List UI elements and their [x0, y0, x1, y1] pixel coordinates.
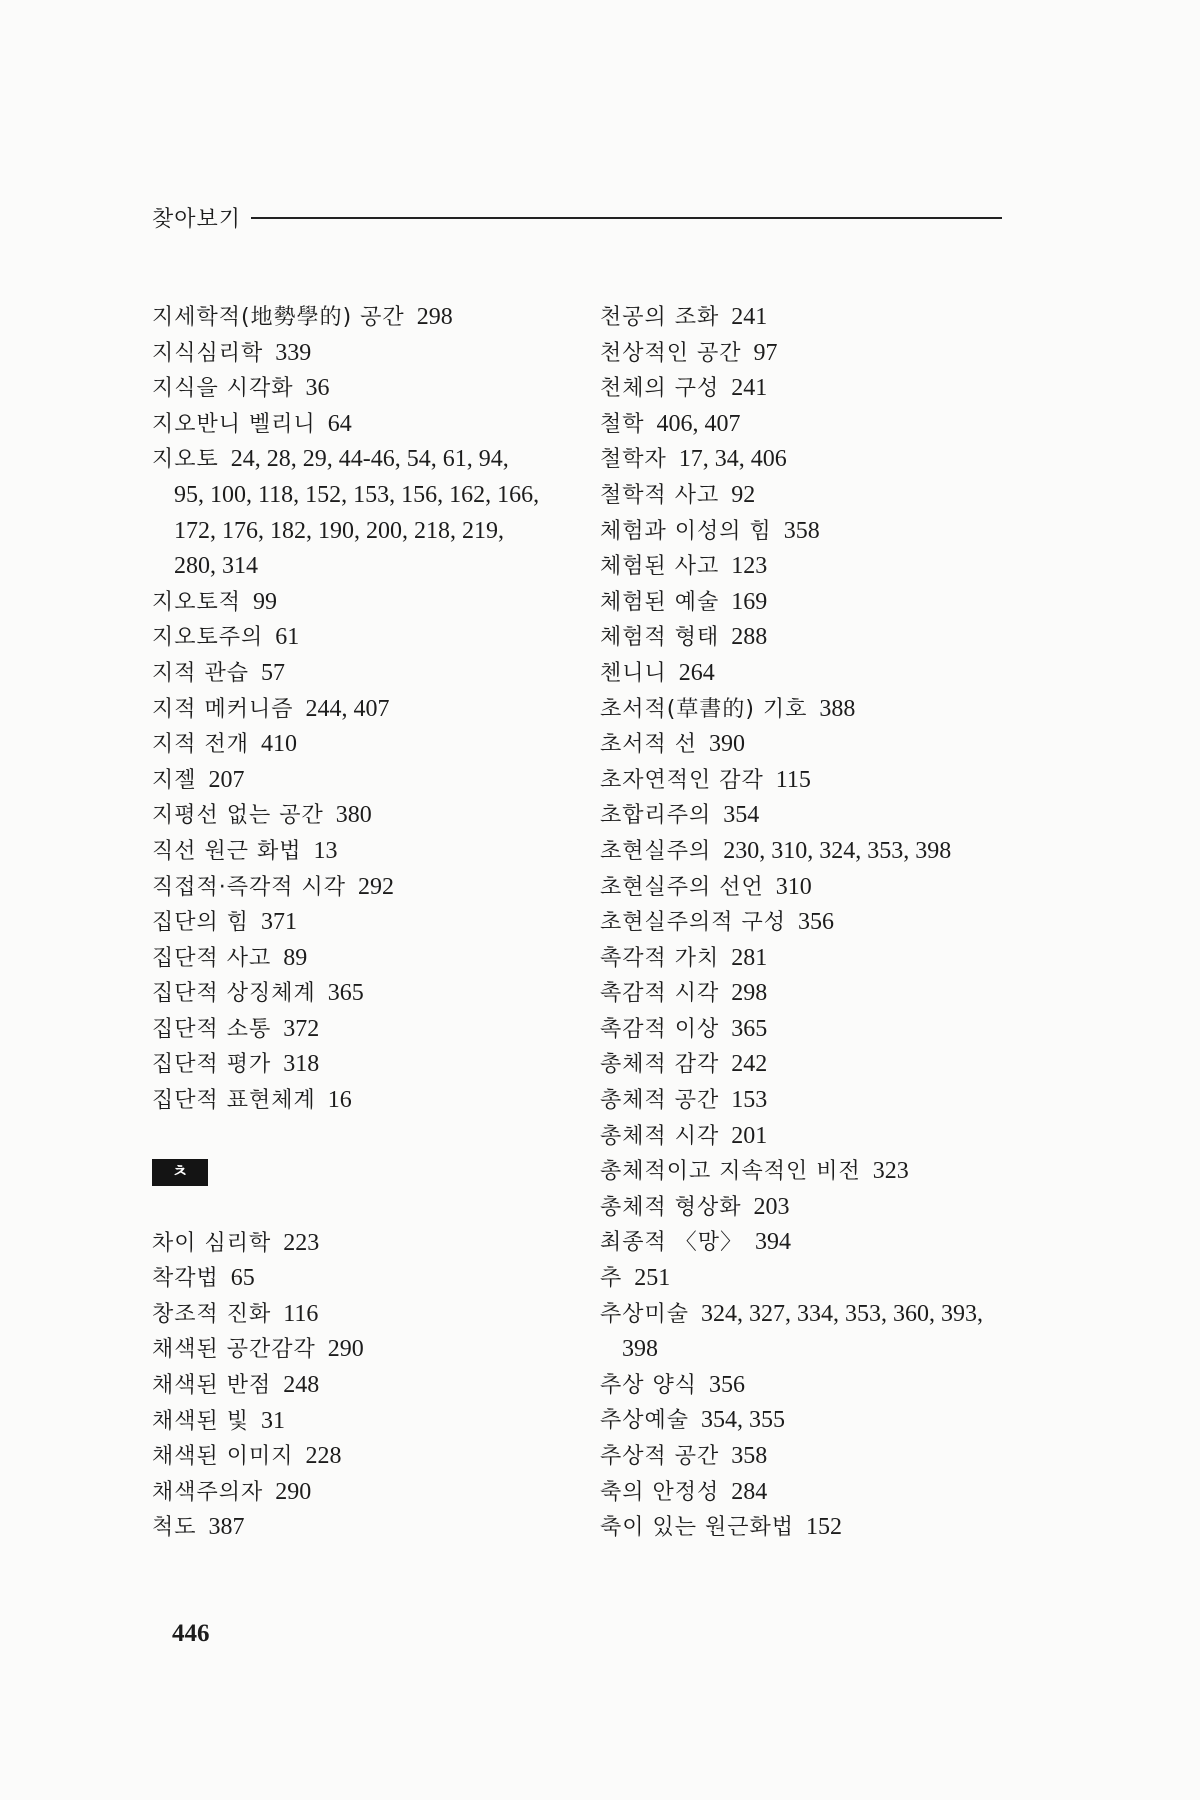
index-pages: 264: [678, 659, 715, 686]
index-term: 지세학적(地勢學的) 공간: [152, 305, 405, 330]
index-term: 총체적 감각: [600, 1052, 720, 1078]
index-entry: [152, 1404, 572, 1440]
index-term: 철학적 사고: [600, 482, 720, 508]
index-term: 촉감적 이상: [600, 1016, 720, 1042]
index-term: 추: [600, 1266, 623, 1292]
index-entry: [600, 656, 1020, 692]
index-term: 직선 원근 화법: [152, 838, 302, 864]
index-pages: 169: [731, 588, 768, 615]
index-entry: [152, 336, 572, 372]
index-term: 추상예술: [600, 1408, 690, 1434]
index-term: 차이 심리학: [152, 1230, 272, 1256]
index-entry: [600, 763, 1020, 799]
index-entry: [600, 976, 1020, 1012]
index-pages: 288: [731, 624, 768, 651]
index-term: 지평선 없는 공간: [152, 803, 324, 829]
index-pages: 31: [261, 1407, 286, 1434]
index-pages: 123: [731, 553, 768, 580]
index-term: 축의 안정성: [600, 1479, 720, 1505]
index-pages: 115: [775, 766, 811, 793]
index-term: 총체적 시각: [600, 1123, 720, 1149]
index-pages: 290: [327, 1336, 364, 1363]
index-term: 집단적 소통: [152, 1016, 272, 1042]
index-term: 총체적 형상화: [600, 1194, 742, 1220]
index-pages: 61: [275, 624, 300, 651]
index-entry: [600, 905, 1020, 941]
index-entry: [600, 1297, 1020, 1333]
index-pages: 388: [819, 695, 856, 722]
index-term: 초자연적인 감각: [600, 767, 764, 793]
index-entry: [152, 1083, 572, 1119]
index-term: 창조적 진화: [152, 1301, 272, 1327]
index-list-left-a: [152, 300, 572, 1119]
index-term: 채색된 공간감각: [152, 1337, 316, 1363]
index-pages: 248: [283, 1372, 320, 1399]
index-entry: [152, 1047, 572, 1083]
index-pages: 13: [313, 837, 338, 864]
index-pages: 230, 310, 324, 353, 398: [723, 837, 952, 864]
index-term: 천공의 조화: [600, 305, 720, 330]
index-pages: 356: [709, 1371, 746, 1398]
index-term: 촉감적 시각: [600, 981, 720, 1007]
index-pages: 241: [731, 304, 768, 330]
index-list-right: [600, 300, 1020, 1546]
index-entry: [600, 620, 1020, 656]
index-entry: [600, 798, 1020, 834]
index-entry: [600, 407, 1020, 443]
index-entry: [152, 727, 572, 763]
index-term: 초현실주의 선언: [600, 874, 764, 900]
index-pages: 153: [731, 1087, 768, 1114]
index-pages: 207: [208, 766, 245, 793]
index-entry: [600, 692, 1020, 728]
index-pages: 203: [753, 1193, 790, 1220]
index-pages: 298: [731, 980, 768, 1007]
index-pages: 24, 28, 29, 44-46, 54, 61, 94,: [230, 446, 509, 473]
index-term: 지젤: [152, 767, 197, 793]
section-marker: ㅊ: [152, 1159, 208, 1186]
index-term: 집단의 힘: [152, 910, 250, 936]
index-entry: [600, 478, 1020, 514]
index-pages: 99: [253, 588, 278, 615]
index-term: 척도: [152, 1515, 197, 1541]
index-entry: [600, 834, 1020, 870]
index-term: 초현실주의적 구성: [600, 910, 787, 936]
index-term: 철학자: [600, 447, 667, 473]
header-title: 찾아보기: [152, 207, 242, 232]
index-entry: [152, 941, 572, 977]
index-entry: [600, 870, 1020, 906]
index-term: 지식심리학: [152, 340, 264, 366]
index-pages: 201: [731, 1122, 768, 1149]
index-pages: 241: [731, 375, 768, 402]
header-rule: [251, 217, 1002, 219]
index-term: 채색된 반점: [152, 1373, 272, 1399]
index-entry: [600, 371, 1020, 407]
index-term: 집단적 표현체계: [152, 1088, 316, 1114]
index-pages: 36: [305, 375, 330, 402]
index-term: 착각법: [152, 1266, 219, 1292]
index-pages: 16: [327, 1087, 352, 1114]
index-column-left: [152, 300, 572, 1546]
index-term: 최종적 〈망〉: [600, 1230, 744, 1256]
running-header: [152, 202, 1002, 233]
index-entry: [600, 727, 1020, 763]
index-pages: 358: [731, 1443, 768, 1469]
index-pages: 281: [731, 944, 768, 971]
index-entry: [152, 1261, 572, 1297]
index-pages: 380: [335, 802, 372, 829]
index-pages: 65: [230, 1265, 255, 1292]
index-term: 초서적 선: [600, 732, 698, 758]
index-pages: 339: [275, 339, 312, 366]
index-pages: 17, 34, 406: [678, 446, 787, 473]
index-term: 초서적(草書的) 기호: [600, 696, 808, 722]
index-term: 집단적 평가: [152, 1052, 272, 1078]
index-pages-continued: 398: [622, 1336, 658, 1363]
index-term: 초합리주의: [600, 803, 712, 829]
index-entry: [152, 1297, 572, 1333]
index-term: 지적 전개: [152, 732, 250, 758]
index-entry: [152, 834, 572, 870]
index-pages: 390: [709, 731, 746, 758]
index-entry: [152, 976, 572, 1012]
index-pages: 354, 355: [701, 1407, 786, 1434]
index-entry: [152, 407, 572, 443]
index-entry: [600, 300, 1020, 336]
index-entry: [600, 1083, 1020, 1119]
index-entry: [152, 620, 572, 656]
index-term: 총체적 공간: [600, 1088, 720, 1114]
index-term: 천체의 구성: [600, 376, 720, 402]
index-entry: [600, 1190, 1020, 1226]
index-term: 지오반니 벨리니: [152, 411, 316, 437]
index-pages: 89: [283, 944, 308, 971]
index-term: 초현실주의: [600, 838, 712, 864]
index-pages: 244, 407: [305, 695, 390, 722]
index-term: 총체적이고 지속적인 비전: [600, 1159, 861, 1185]
index-entry: [600, 1225, 1020, 1261]
index-term: 지오토적: [152, 589, 242, 615]
index-pages: 64: [327, 410, 352, 437]
index-pages: 354: [723, 802, 760, 829]
index-term: 체험된 예술: [600, 589, 720, 615]
index-term: 채색된 이미지: [152, 1444, 294, 1470]
index-pages: 57: [261, 659, 286, 686]
index-term: 지적 관습: [152, 660, 250, 686]
index-term: 지적 메커니즘: [152, 696, 294, 722]
index-term: 추상미술: [600, 1301, 690, 1327]
index-term: 지식을 시각화: [152, 376, 294, 402]
index-entry: [152, 692, 572, 728]
index-entry: [152, 442, 572, 478]
index-pages: 410: [261, 731, 298, 758]
index-term: 철학: [600, 411, 645, 437]
index-entry: [152, 1226, 572, 1262]
index-pages: 372: [283, 1015, 320, 1042]
index-term: 체험과 이성의 힘: [600, 518, 772, 544]
index-pages: 298: [416, 304, 453, 330]
index-entry: [600, 585, 1020, 621]
index-entry: [152, 656, 572, 692]
index-pages: 358: [783, 517, 820, 544]
index-pages: 92: [731, 481, 756, 508]
index-term: 채색된 빛: [152, 1408, 250, 1434]
index-list-left-b: [152, 1226, 572, 1546]
index-term: 체험적 형태: [600, 625, 720, 651]
index-pages: 290: [275, 1478, 312, 1505]
index-pages: 116: [283, 1300, 319, 1327]
index-entry: [600, 1439, 1020, 1475]
index-entry: [152, 1475, 572, 1511]
index-pages: 323: [872, 1158, 909, 1185]
index-entry: [600, 1475, 1020, 1511]
index-entry: [600, 1047, 1020, 1083]
index-pages: 356: [798, 909, 835, 936]
index-pages: 97: [753, 339, 778, 366]
index-entry: [152, 763, 572, 799]
index-entry: [152, 1012, 572, 1048]
index-entry: [600, 549, 1020, 585]
index-entry: [600, 514, 1020, 550]
index-pages: 228: [305, 1443, 342, 1470]
index-pages: 223: [283, 1229, 320, 1256]
index-term: 지오토: [152, 447, 219, 473]
index-entry: [152, 1332, 572, 1368]
index-pages: 292: [358, 873, 395, 900]
index-pages: 242: [731, 1051, 768, 1078]
index-entry: [600, 1368, 1020, 1404]
index-entry: [600, 941, 1020, 977]
page-number: 446: [172, 1620, 210, 1647]
index-pages-continued: 172, 176, 182, 190, 200, 218, 219,: [174, 517, 504, 544]
index-pages-continued: 280, 314: [174, 553, 258, 580]
index-pages: 310: [775, 873, 812, 900]
index-term: 추상적 공간: [600, 1444, 720, 1469]
index-term: 첸니니: [600, 660, 667, 686]
index-term: 집단적 사고: [152, 945, 272, 971]
index-pages-continued: 95, 100, 118, 152, 153, 156, 162, 166,: [174, 481, 540, 508]
index-entry: [152, 371, 572, 407]
index-term: 천상적인 공간: [600, 340, 742, 366]
index-term: 지오토주의: [152, 625, 264, 651]
index-pages: 284: [731, 1478, 768, 1505]
index-entry: [600, 1154, 1020, 1190]
index-pages: 406, 407: [656, 410, 741, 437]
index-entry: [600, 442, 1020, 478]
index-pages: 318: [283, 1051, 320, 1078]
index-entry: [152, 870, 572, 906]
index-pages: 394: [755, 1229, 792, 1256]
index-pages: 152: [806, 1514, 843, 1541]
index-entry: [152, 1368, 572, 1404]
index-term: 촉각적 가치: [600, 945, 720, 971]
index-term: 체험된 사고: [600, 554, 720, 580]
index-entry: [600, 1119, 1020, 1155]
index-entry: [600, 336, 1020, 372]
index-term: 축이 있는 원근화법: [600, 1515, 795, 1541]
index-entry: [152, 798, 572, 834]
index-entry: [600, 1012, 1020, 1048]
index-entry: [152, 905, 572, 941]
index-column-right: [600, 300, 1020, 1546]
index-entry: [152, 585, 572, 621]
index-entry: [152, 300, 572, 336]
index-pages: 365: [327, 980, 364, 1007]
index-pages: 324, 327, 334, 353, 360, 393,: [701, 1300, 984, 1327]
index-term: 채색주의자: [152, 1479, 264, 1505]
index-entry: [600, 1261, 1020, 1297]
index-term: 직접적·즉각적 시각: [152, 874, 347, 900]
index-entry: [600, 1403, 1020, 1439]
index-pages: 371: [261, 909, 298, 936]
index-entry: [152, 1510, 572, 1546]
index-pages: 387: [208, 1514, 245, 1541]
index-term: 집단적 상징체계: [152, 981, 316, 1007]
index-pages: 251: [634, 1265, 671, 1292]
index-entry: [600, 1510, 1020, 1546]
index-pages: 365: [731, 1015, 768, 1042]
index-entry: [152, 1439, 572, 1475]
index-term: 추상 양식: [600, 1372, 698, 1398]
